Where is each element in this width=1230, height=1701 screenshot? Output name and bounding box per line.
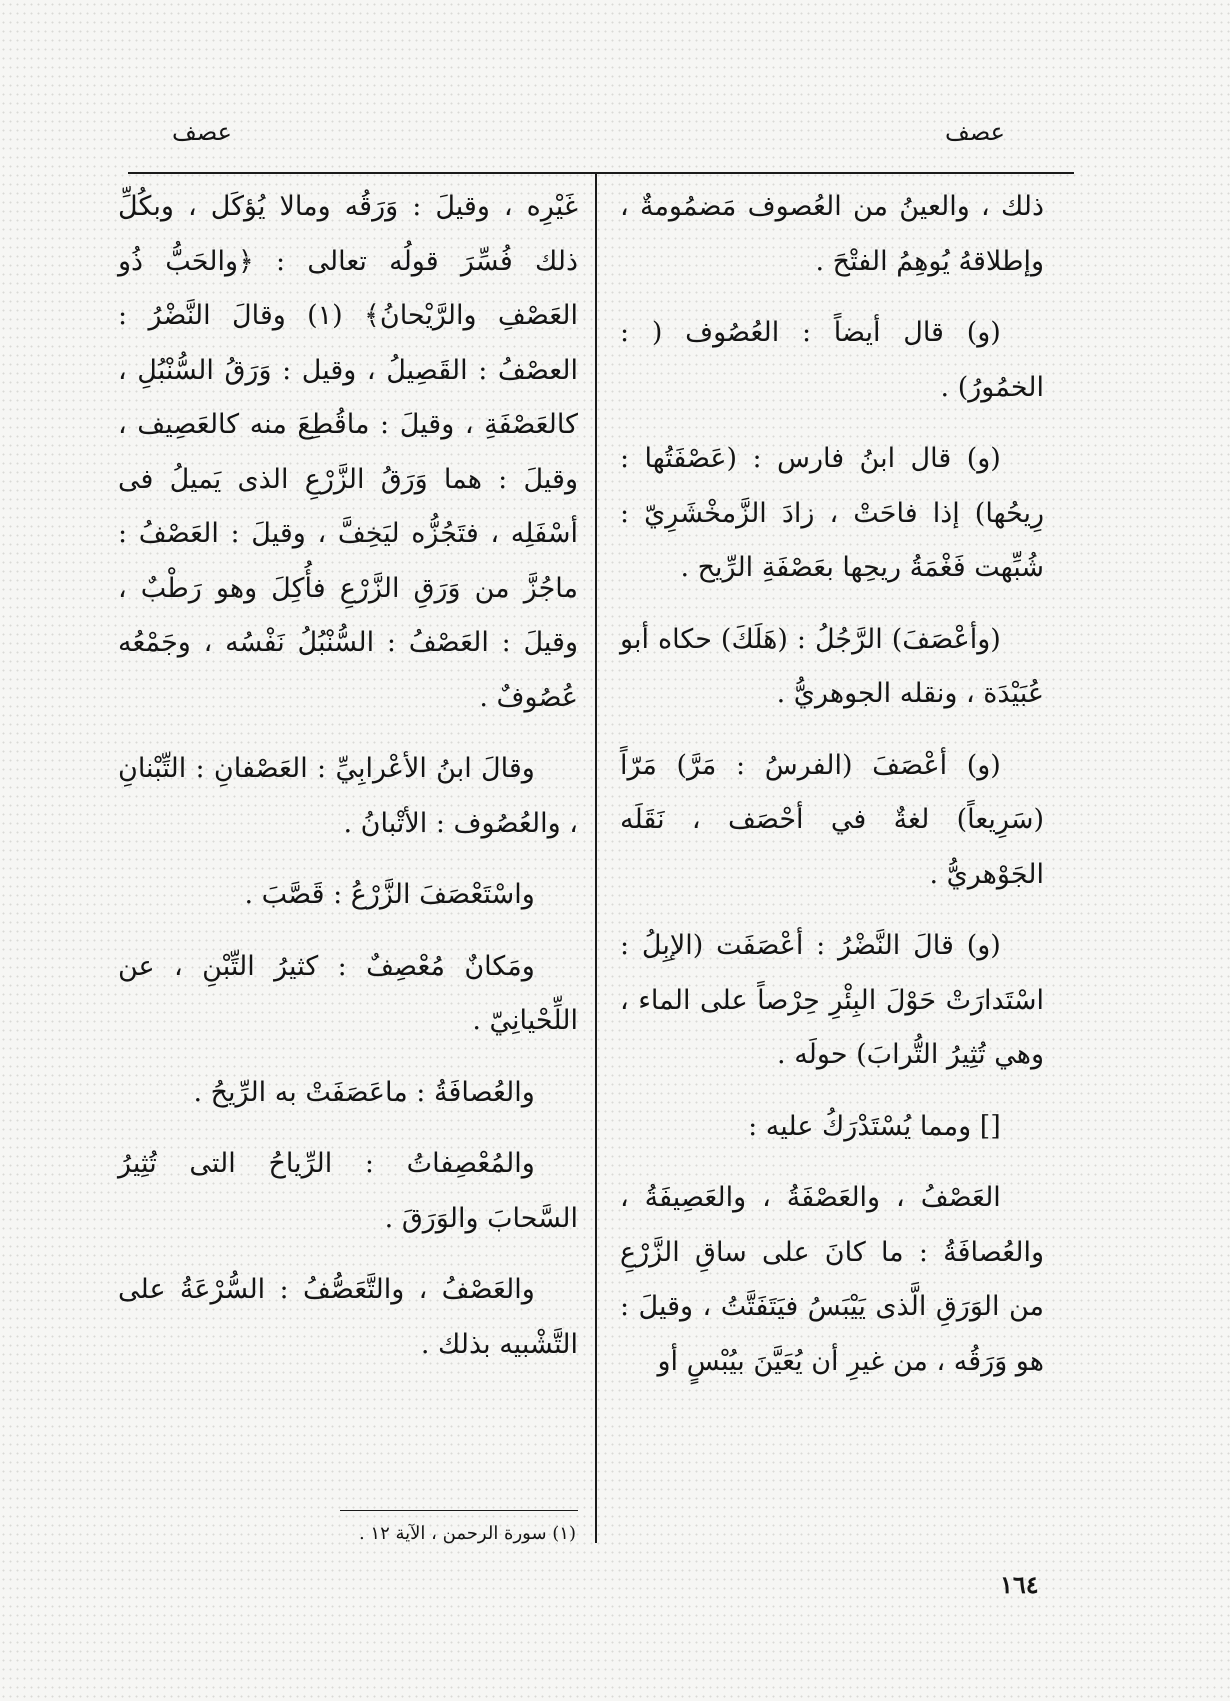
right-paragraph: (و) قالَ النَّضْرُ : أعْصَفَت (الإبِلُ : اسْتَدارَتْ حَوْلَ البِئْرِ حِرْصاً على الماء ، وهي تُثِيرُ التُّرابَ) حولَه . xyxy=(620,930,1044,1070)
left-paragraph: وقالَ ابنُ الأعْرابِيِّ : العَصْفانِ : التِّبْنانِ ، والعُصُوف : الأتْبانُ . xyxy=(118,753,578,839)
right-paragraph: (و) قال ابنُ فارس : (عَصْفَتُها : رِيحُها) إذا فاحَتْ ، زادَ الزَّمخْشَرِيّ : شُبِّهت فَغْمَةُ ريحِها بعَصْفَةِ الرِّيح . xyxy=(620,443,1044,583)
footnote-rule xyxy=(340,1510,578,1511)
left-paragraph: والعَصْفُ ، والتَّعَصُّفُ : السُّرْعَةُ على التَّشْبيه بذلك . xyxy=(118,1274,578,1360)
page-number: ١٦٤ xyxy=(1000,1570,1039,1599)
right-paragraph: [] ومما يُسْتَدْرَكُ عليه : xyxy=(748,1110,1001,1142)
right-paragraph: (وأعْصَفَ) الرَّجُلُ : (هَلَكَ) حكاه أبو عُبَيْدَة ، ونقله الجوهريُّ . xyxy=(620,623,1044,709)
left-paragraph: ومَكانٌ مُعْصِفٌ : كثيرُ التِّبْنِ ، عن اللِّحْيانِيّ . xyxy=(118,950,578,1036)
left-paragraph: والعُصافَةُ : ماعَصَفَتْ به الرِّيحُ . xyxy=(193,1076,535,1108)
header-rule xyxy=(128,172,1074,174)
left-paragraph: والمُعْصِفاتُ : الرِّياحُ التى تُثِيرُ السَّحابَ والوَرَقَ . xyxy=(118,1148,578,1234)
running-header-right: عصف xyxy=(945,118,1005,146)
right-paragraph: (و) قال أيضاً : العُصُوف ( : الخمُورُ) . xyxy=(620,317,1044,403)
footnote: (١) سورة الرحمن ، الآية ١٢ . xyxy=(358,1523,576,1544)
right-paragraph: ذلك ، والعينُ من العُصوف مَضمُومةٌ ، وإطلاقهُ يُوهِمُ الفتْحَ . xyxy=(620,191,1044,277)
column-divider xyxy=(595,173,597,1543)
right-paragraph: (و) أعْصَفَ (الفرسُ : مَرَّ) مَرّاً (سَرِيعاً) لغةٌ في أحْصَف ، نَقَلَه الجَوْهريُّ . xyxy=(620,749,1044,890)
running-header-left: عصف xyxy=(172,118,232,146)
left-paragraph: واسْتَعْصَفَ الزَّرْعُ : قَصَّبَ . xyxy=(244,879,535,910)
left-paragraph: غَيْرِه ، وقيلَ : وَرَقُه ومالا يُؤكَل ، وبكُلِّ ذلك فُسِّرَ قولُه تعالى : ﴿والحَبُّ ذُو العَصْفِ والرَّيْحانُ﴾ (١) وقالَ النَّضْرُ : العصْفُ : القَصِيلُ ، وقيل : وَرَقُ السُّنْبُلِ ، كالعَصْفَةِ ، وقيلَ : ماقُطِعَ منه كالعَصِيف ، وقيلَ : هما وَرَقُ الزَّرْعِ الذى يَميلُ فى أسْفَلِه ، فتَجُزُّه ليَخِفَّ ، وقيلَ : العَصْفُ : ماجُزَّ من وَرَقِ الزَّرْعِ فأُكِلَ وهو رَطْبٌ ، وقيلَ : العَصْفُ : السُّنْبُلُ نَفْسُه ، وجَمْعُه عُصُوفٌ . xyxy=(118,191,578,713)
right-text-column xyxy=(620,180,1044,1406)
left-text-column xyxy=(118,180,578,1389)
right-paragraph: العَصْفُ ، والعَصْفَةُ ، والعَصِيفَةُ ، والعُصافَةُ : ما كانَ على ساقِ الزَّرْعِ من الوَرَقِ الَّذى يَيْبَسُ فيَتَفَتَّتُ ، وقيلَ : هو وَرَقُه ، من غيرِ أن يُعَيَّنَ بيُبْسٍ أو xyxy=(620,1182,1044,1377)
